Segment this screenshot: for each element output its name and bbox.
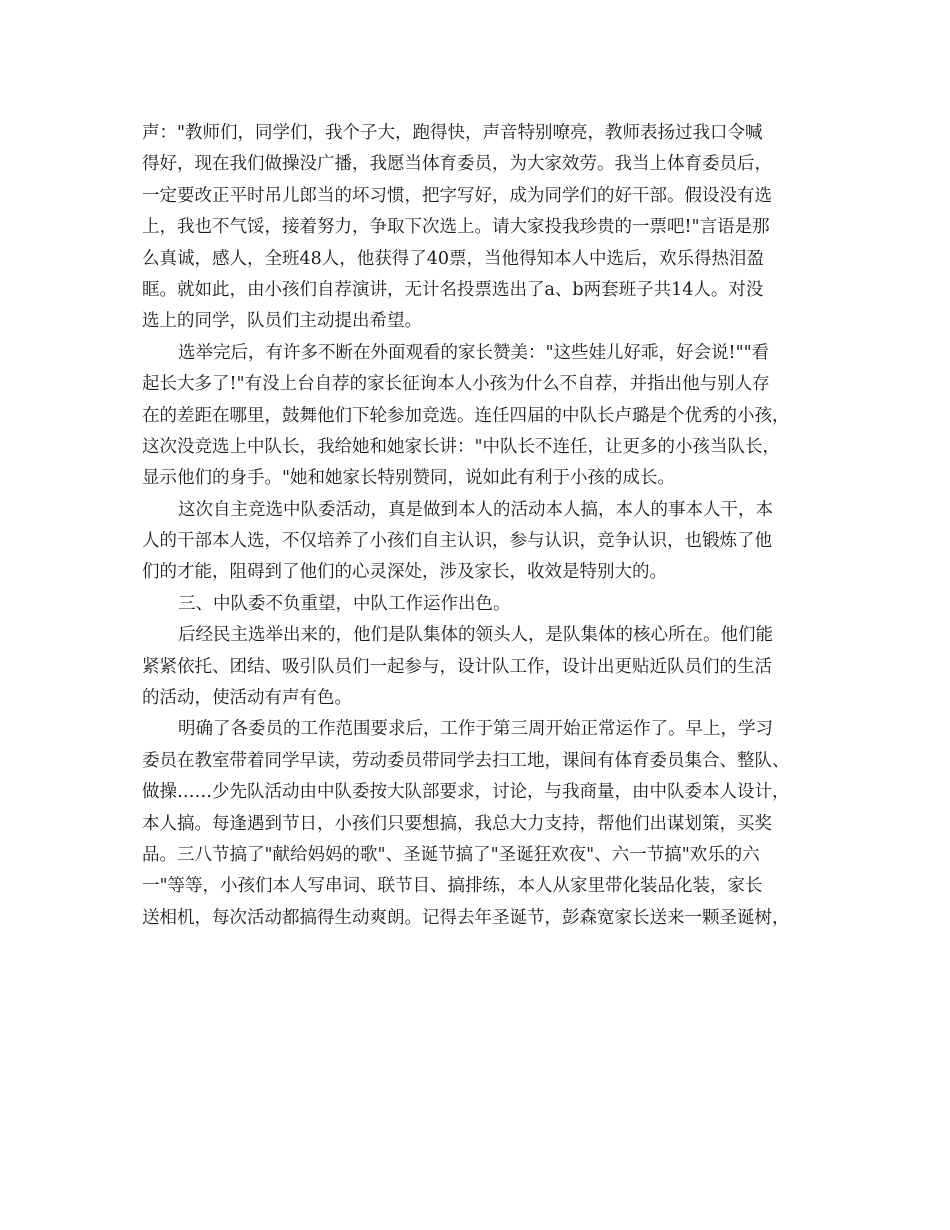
text-line: 选上的同学，队员们主动提出希望。 bbox=[142, 311, 422, 332]
text-line: 们的才能，阻碍到了他们的心灵深处，涉及家长，收效是特别大的。 bbox=[142, 562, 667, 583]
text-line: 这次没竞选上中队长，我给她和她家长讲："中队长不连任，让更多的小孩当队长， bbox=[142, 436, 781, 457]
text-line: 上，我也不气馁，接着努力，争取下次选上。请大家投我珍贵的一票吧!"言语是那 bbox=[142, 217, 770, 238]
text-line: 眶。就如此，由小孩们自荐演讲，无计名投票选出了a、b两套班子共14人。对没 bbox=[142, 279, 764, 300]
paragraph-first-line: 明确了各委员的工作范围要求后，工作于第三周开始正常运作了。早上，学习 bbox=[178, 719, 773, 740]
text-line: 得好，现在我们做操没广播，我愿当体育委员，为大家效劳。我当上体育委员后， bbox=[142, 154, 772, 175]
paragraph-first-line: 后经民主选举出来的，他们是队集体的领头人，是队集体的核心所在。他们能 bbox=[178, 625, 773, 646]
text-line: 人的干部本人选，不仅培养了小孩们自主认识，参与认识，竞争认识，也锻炼了他 bbox=[142, 531, 772, 552]
text-line: 送相机，每次活动都搞得生动爽朗。记得去年圣诞节，彭森宽家长送来一颗圣诞树， bbox=[142, 907, 790, 928]
text-line: 做操……少先队活动由中队委按大队部要求，讨论，与我商量，由中队委本人设计， bbox=[142, 782, 790, 803]
text-line: 显示他们的身手。"她和她家长特别赞同，说如此有利于小孩的成长。 bbox=[142, 468, 676, 489]
paragraph-first-line: 选举完后，有许多不断在外面观看的家长赞美："这些娃儿好乖，好会说!""看 bbox=[178, 342, 770, 363]
section-heading: 三、中队委不负重望，中队工作运作出色。 bbox=[178, 593, 511, 614]
text-line: 么真诚，感人，全班48人，他获得了40票，当他得知本人中选后，欢乐得热泪盈 bbox=[142, 248, 765, 269]
text-line: 一"等等，小孩们本人写串词、联节目、搞排练，本人从家里带化装品化装，家长 bbox=[142, 876, 763, 897]
text-line: 委员在教室带着同学早读，劳动委员带同学去扫工地，课间有体育委员集合、整队、 bbox=[142, 750, 790, 771]
text-line: 一定要改正平时吊儿郎当的坏习惯，把字写好，成为同学们的好干部。假设没有选 bbox=[142, 185, 772, 206]
text-line: 紧紧依托、团结、吸引队员们一起参与，设计队工作，设计出更贴近队员们的生活 bbox=[142, 656, 772, 677]
paragraph-first-line: 这次自主竞选中队委活动，真是做到本人的活动本人搞，本人的事本人干，本 bbox=[178, 499, 773, 520]
text-line: 声："教师们，同学们，我个子大，跑得快，声音特别嘹亮，教师表扬过我口令喊 bbox=[142, 123, 763, 143]
document-body-text bbox=[142, 118, 832, 934]
text-line: 的活动，使活动有声有色。 bbox=[142, 688, 352, 709]
text-line: 本人搞。每逢遇到节日，小孩们只要想搞，我总大力支持，帮他们出谋划策，买奖 bbox=[142, 813, 772, 834]
text-line: 品。三八节搞了"献给妈妈的歌"、圣诞节搞了"圣诞狂欢夜"、六一节搞"欢乐的六 bbox=[142, 844, 760, 865]
text-line: 在的差距在哪里，鼓舞他们下轮参加竞选。连任四届的中队长卢璐是个优秀的小孩， bbox=[142, 405, 790, 426]
text-line: 起长大多了!"有没上台自荐的家长征询本人小孩为什么不自荐，并指出他与别人存 bbox=[142, 374, 770, 395]
